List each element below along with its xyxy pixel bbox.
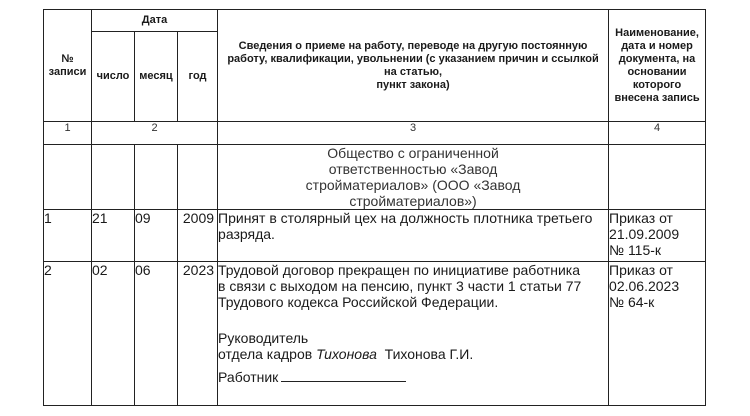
record-document: Приказ от 02.06.2023 № 64-к bbox=[609, 262, 706, 406]
header-document: Наименование, дата и номер документа, на основании которого внесена запись bbox=[609, 10, 706, 122]
header-info: Сведения о приеме на работу, переводе на другую постоянную работу, квалификации, увольнении (с указанием причин и ссылкой на статью, пункт закона) bbox=[218, 10, 609, 122]
record-text bbox=[218, 262, 609, 406]
table-row bbox=[44, 210, 706, 262]
column-number-4: 4 bbox=[609, 122, 706, 145]
column-number-3: 3 bbox=[218, 122, 609, 145]
signature: Тихонова bbox=[316, 346, 377, 362]
worker-signature-line: Работник bbox=[218, 368, 608, 385]
column-number-2: 2 bbox=[92, 122, 218, 145]
organization-name: Общество с ограниченной ответственностью «Завод стройматериалов» (ООО «Завод стройматериалов») bbox=[218, 145, 609, 210]
record-text: Принят в столярный цех на должность плотника третьего разряда. bbox=[218, 210, 609, 262]
header-month: месяц bbox=[135, 32, 178, 122]
table-row bbox=[44, 262, 706, 406]
signature-blank bbox=[281, 368, 406, 382]
dismissal-text: Трудовой договор прекращен по инициативе работника в связи с выходом на пенсию, пункт 3 части 1 статьи 77 Трудового кодекса Российской Федерации. bbox=[218, 262, 582, 310]
header-day: число bbox=[92, 32, 135, 122]
empty-cell bbox=[44, 145, 92, 210]
record-month: 09 bbox=[135, 210, 178, 262]
record-month: 06 bbox=[135, 262, 178, 406]
header-record-no: № записи bbox=[44, 10, 92, 122]
empty-cell bbox=[92, 145, 135, 210]
header-date: Дата bbox=[92, 10, 218, 32]
organization-row bbox=[44, 145, 706, 210]
record-year: 2009 bbox=[178, 210, 218, 262]
empty-cell bbox=[178, 145, 218, 210]
signer-line: отдела кадров Тихонова Тихонова Г.И. bbox=[218, 346, 474, 362]
empty-cell bbox=[135, 145, 178, 210]
record-day: 21 bbox=[92, 210, 135, 262]
record-no: 1 bbox=[44, 210, 92, 262]
empty-cell bbox=[609, 145, 706, 210]
header-year: год bbox=[178, 32, 218, 122]
signer-name: Тихонова Г.И. bbox=[384, 346, 474, 362]
record-no: 2 bbox=[44, 262, 92, 406]
record-document: Приказ от 21.09.2009 № 115-к bbox=[609, 210, 706, 262]
column-number-1: 1 bbox=[44, 122, 92, 145]
work-record-table bbox=[43, 9, 706, 406]
record-day: 02 bbox=[92, 262, 135, 406]
signer-title: Руководитель bbox=[218, 330, 309, 346]
record-year: 2023 bbox=[178, 262, 218, 406]
